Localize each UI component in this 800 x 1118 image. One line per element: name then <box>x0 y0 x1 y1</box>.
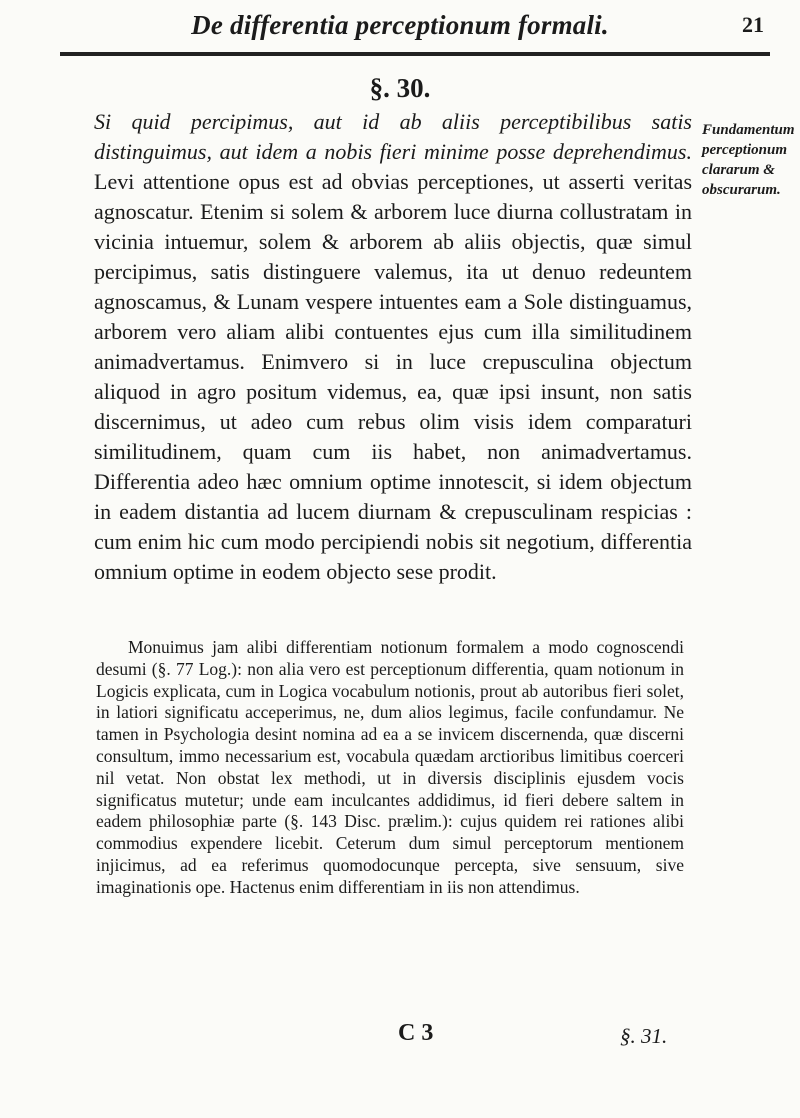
running-title: De differentia perceptionum formali. <box>191 10 609 40</box>
page-number: 21 <box>742 12 764 37</box>
main-body: Levi attentione opus est ad obvias perceptiones, ut asserti veritas agnoscatur. Etenim si solem & arborem luce diurna collustratam in vicinia intuemur, solem & arborem ab aliis objectis, quæ simul percipimus, satis distinguere valemus, ita ut denuo redeuntem agnoscamus, & Lunam vespere intuentes eam a Sole distinguamus, arborem vero aliam alibi contuentes ejus cum illa similitudinem animadvertamus. Enimvero si in luce crepusculina objectum aliquod in agro positum videmus, ea, quæ ipsi insunt, non satis discernimus, ut adeo cum rebus olim visis idem comparaturi similitudinem, quam cum iis habet, non animadvertamus. Differentia adeo hæc omnium optime innotescit, si idem objectum in eadem distantia ad lucem diurnam & crepusculinam respicias : cum enim hic cum modo percipiendi nobis sit negotium, differentia omnium optime in eodem objecto sese prodit. <box>94 169 692 584</box>
margin-note: Fundamentum perceptionum clararum & obscurarum. <box>702 122 795 198</box>
lead-proposition: Si quid percipimus, aut id ab aliis perceptibilibus satis distinguimus, aut idem a nobis fieri minime posse deprehendimus. <box>94 109 692 164</box>
signature-mark: C 3 <box>398 1020 434 1046</box>
note-text: Monuimus jam alibi differentiam notionum formalem a modo cognoscendi desumi (§. 77 Log.): non alia vero est perceptionum differentia, quam notionum in Logicis explicata, cum in Logica vocabulum notionis, prout ab autoribus fieri solet, in latiori significatu acceperimus, ne, dum alios legimus, facile confundamur. Ne tamen in Psychologia desint nomina ad ea a se invicem discernenda, quæ discerni consultum, immo necessarium est, vocabula quædam arctioribus limitibus coerceri nil vetat. Non obstat lex methodi, ut in diversis disciplinis ejusdem vocis significatus mutetur; unde eam inculcantes addidimus, id fieri debere saltem in eadem philosophiæ parte (§. 143 Disc. prælim.): cujus quidem rei rationes alibi commodius expendere licebit. Ceterum dum simul perceptorum mentionem injicimus, ad ea referimus quomodocunque percepta, sive sensuum, sive imaginationis ope. Hactenus enim differentiam in iis non attendimus. <box>96 637 684 897</box>
section-number: §. 30. <box>369 73 431 103</box>
page-footer <box>0 1020 800 1060</box>
main-text <box>94 107 692 587</box>
page-header <box>0 6 800 46</box>
scholium-note <box>96 637 684 899</box>
main-paragraph <box>94 107 692 587</box>
header-rule <box>60 52 770 56</box>
catchword: §. 31. <box>620 1024 668 1048</box>
